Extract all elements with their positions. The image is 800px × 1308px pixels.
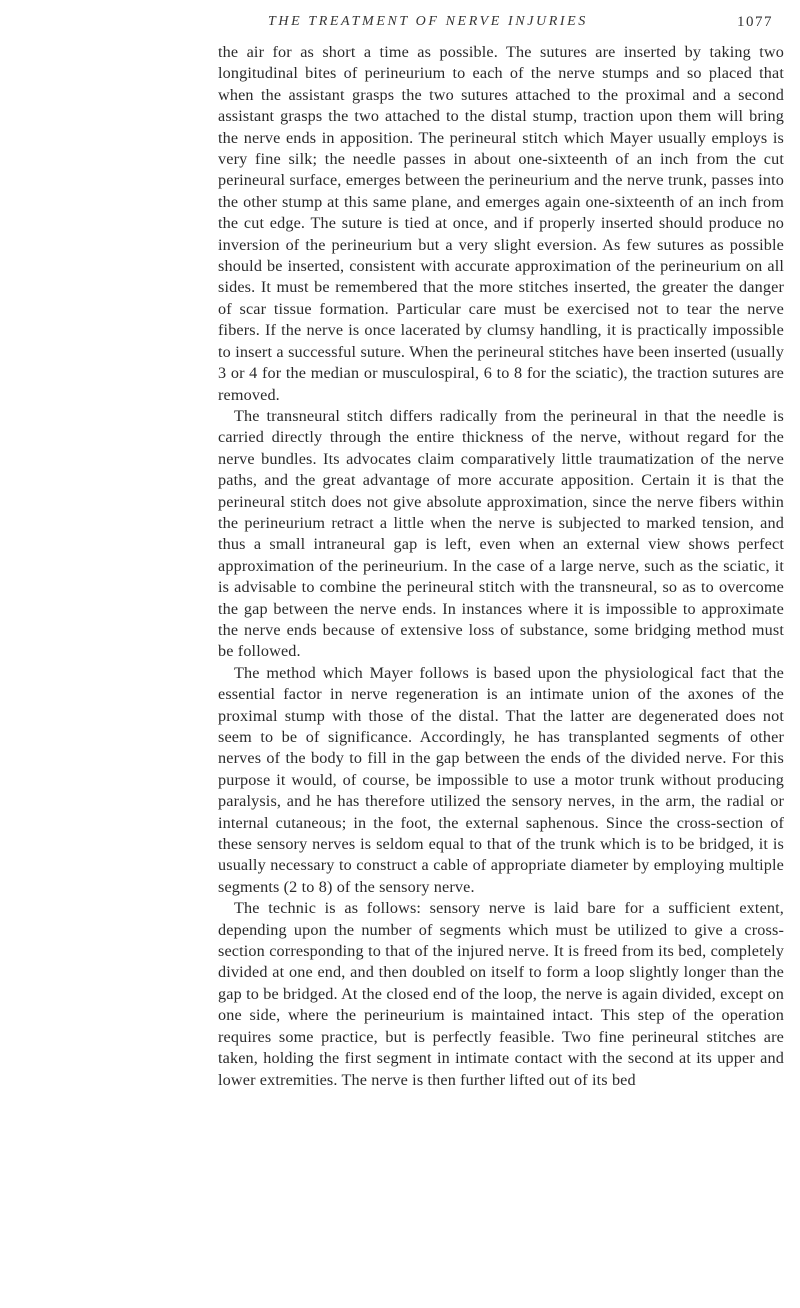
body-text [218,42,784,1091]
running-head [0,12,800,40]
running-title: THE TREATMENT OF NERVE INJURIES [268,14,588,29]
paragraph-continued-suture-technique: the air for as short a time as possible. The sutures are inserted by taking two longitudinal bites of perineurium to each of the nerve stumps and so placed that when the assistant grasps the two sutures attached to the proximal and a second assistant grasps the two attached to the distal stump, traction upon them will bring the nerve ends in apposition. The perineural stitch which Mayer usually employs is very fine silk; the needle passes in about one-sixteenth of an inch from the cut perineural surface, emerges between the perineurium and the nerve trunk, passes into the other stump at this same plane, and emerges again one-sixteenth of an inch from the cut edge. The suture is tied at once, and if properly inserted should produce no inversion of the perineurium but a very slight eversion. As few sutures as possible should be inserted, consistent with accurate approximation of the perineurium on all sides. It must be remembered that the more stitches inserted, the greater the danger of scar tissue formation. Particular care must be exercised not to tear the nerve fibers. If the nerve is once lacerated by clumsy handling, it is practically impossible to insert a successful suture. When the perineural stitches have been inserted (usually 3 or 4 for the median or musculospiral, 6 to 8 for the sciatic), the traction sutures are removed. [218,43,784,404]
page-number: 1077 [737,14,773,30]
paragraph-technic: The technic is as follows: sensory nerve is laid bare for a sufficient extent, depending upon the number of segments which must be utilized to give a cross-section corresponding to that of the injured nerve. It is freed from its bed, completely divided at one end, and then doubled on itself to form a loop slightly longer than the gap to be bridged. At the closed end of the loop, the nerve is again divided, except on one side, where the perineurium is maintained intact. This step of the operation requires some practice, but is perfectly feasible. Two fine perineural stitches are taken, holding the first segment in intimate contact with the second at its upper and lower extremities. The nerve is then further lifted out of its bed [218,899,784,1089]
paragraph-transneural-stitch: The transneural stitch differs radically from the perineural in that the needle is carried directly through the entire thickness of the nerve, without regard for the nerve bundles. Its advocates claim comparatively little traumatization of the nerve paths, and the great advantage of more accurate apposition. Certain it is that the perineural stitch does not give absolute approximation, since the nerve fibers within the perineurium retract a little when the nerve is subjected to marked tension, and thus a small intraneural gap is left, even when an external view shows perfect approximation of the perineurium. In the case of a large nerve, such as the sciatic, it is advisable to combine the perineural stitch with the transneural, so as to overcome the gap between the nerve ends. In instances where it is impossible to approximate the nerve ends because of extensive loss of substance, some bridging method must be followed. [218,406,784,661]
paragraph-mayer-method: The method which Mayer follows is based upon the physiological fact that the essential factor in nerve regeneration is an intimate union of the axones of the proximal stump with those of the distal. That the latter are degenerated does not seem to be of significance. Accordingly, he has transplanted segments of other nerves of the body to fill in the gap between the ends of the divided nerve. For this purpose it would, of course, be impossible to use a motor trunk without producing paralysis, and he has therefore utilized the sensory nerves, in the arm, the radial or internal cutaneous; in the foot, the external saphenous. Since the cross-section of these sensory nerves is seldom equal to that of the trunk which is to be bridged, it is usually necessary to construct a cable of appropriate diameter by employing multiple segments (2 to 8) of the sensory nerve. [218,663,784,896]
